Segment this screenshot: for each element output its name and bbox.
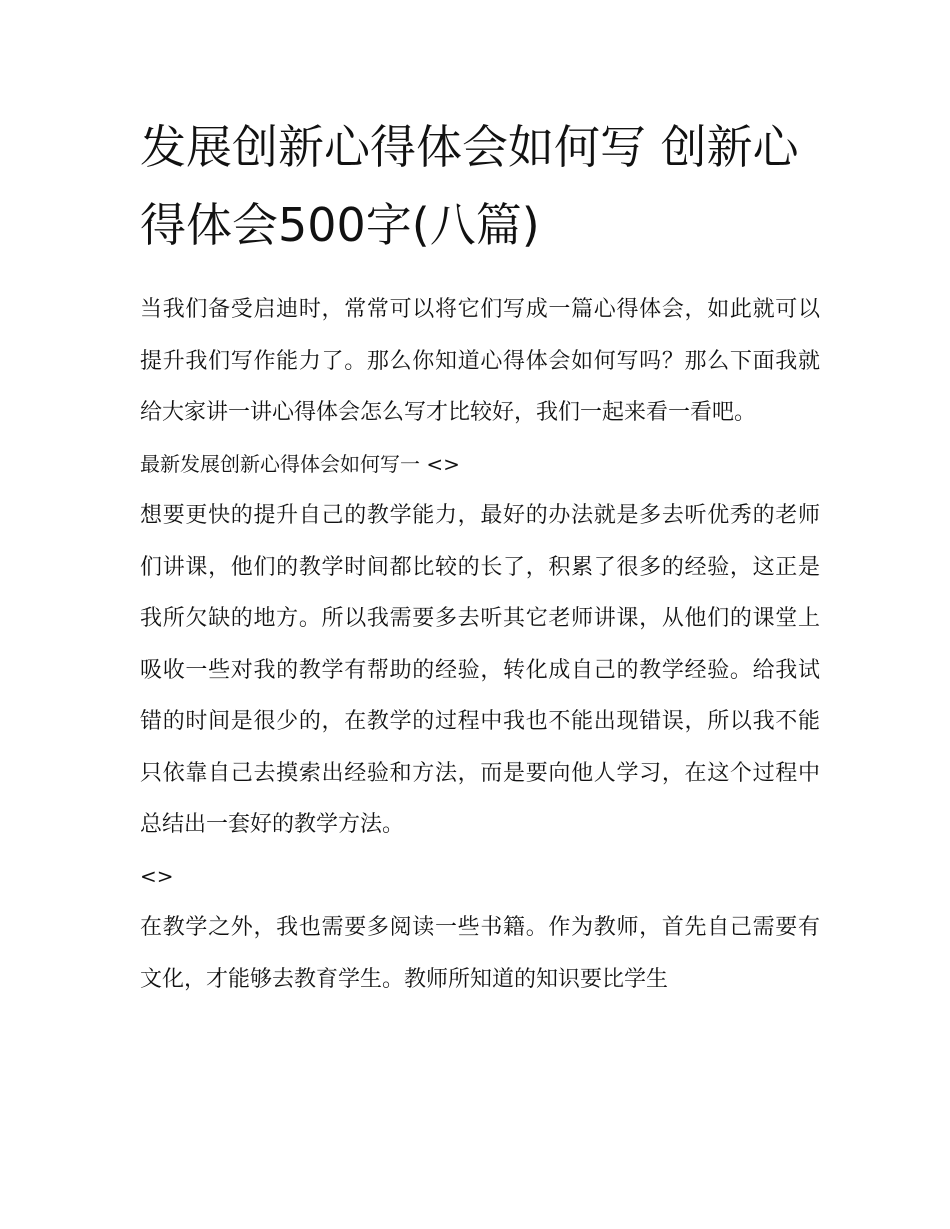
body-paragraph-1: 想要更快的提升自己的教学能力，最好的办法就是多去听优秀的老师们讲课，他们的教学时间都比较的长了，积累了很多的经验，这正是我所欠缺的地方。所以我需要多去听其它老师讲课，从他们的课堂上吸收一些对我的教学有帮助的经验，转化成自己的教学经验。给我试错的时间是很少的，在教学的过程中我也不能出现错误，所以我不能只依靠自己去摸索出经验和方法，而是要向他人学习，在这个过程中总结出一套好的教学方法。 [140, 503, 820, 837]
section-heading: 最新发展创新心得体会如何写一 <> [140, 451, 460, 476]
document-page [140, 108, 820, 1005]
separator-marker: <> [140, 863, 174, 888]
intro-paragraph: 当我们备受启迪时，常常可以将它们写成一篇心得体会，如此就可以提升我们写作能力了。那么你知道心得体会如何写吗？那么下面我就给大家讲一讲心得体会怎么写才比较好，我们一起来看一看吧。 [140, 297, 820, 425]
body-paragraph-2: 在教学之外，我也需要多阅读一些书籍。作为教师，首先自己需要有文化，才能够去教育学生。教师所知道的知识要比学生 [140, 915, 820, 992]
document-title: 发展创新心得体会如何写 创新心得体会500字(八篇) [140, 120, 799, 252]
